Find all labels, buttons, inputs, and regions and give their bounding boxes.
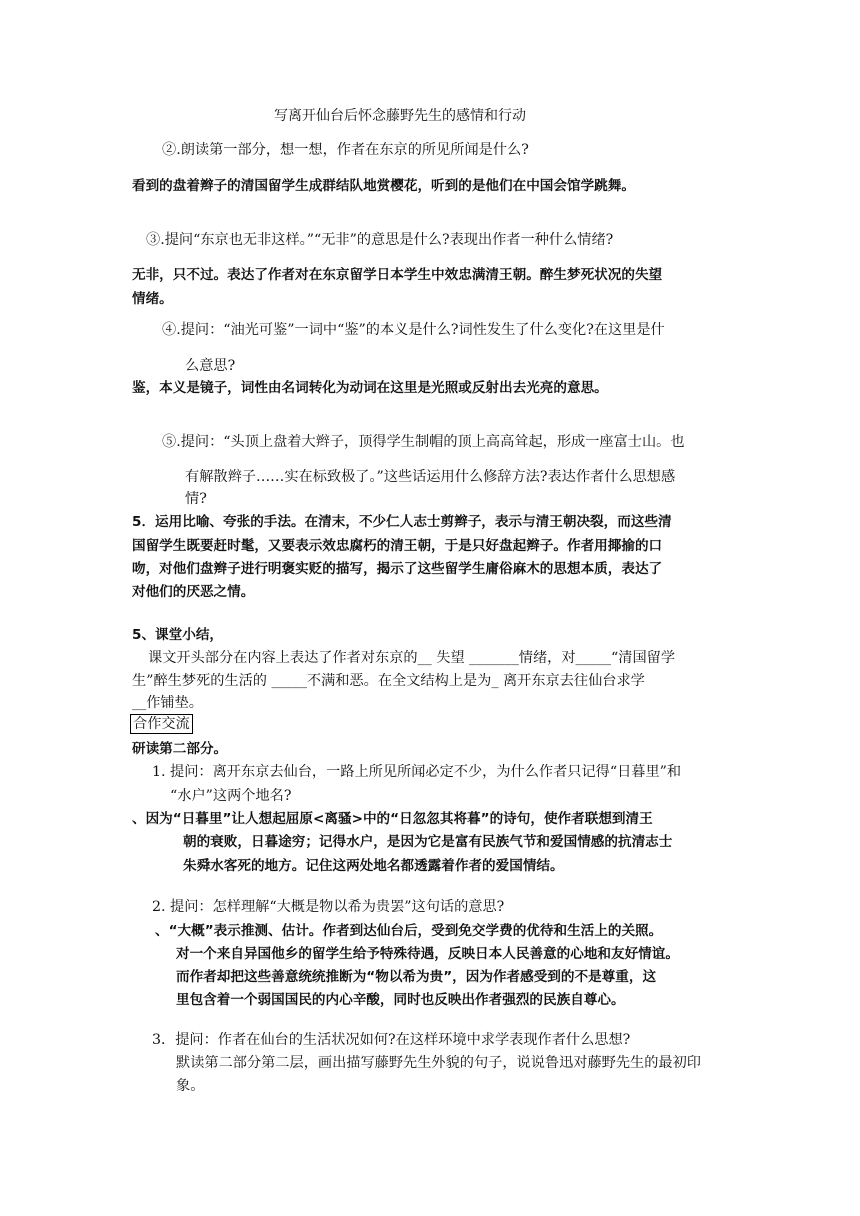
answer-2b-line-3: 而作者却把这些善意统统推断为“物以希为贵”，因为作者感受到的不是尊重，这 bbox=[176, 969, 657, 985]
doc-title: 写离开仙台后怀念藤野先生的感情和行动 bbox=[274, 108, 526, 124]
summary-line-1: 课文开头部分在内容上表达了作者对东京的__ 失望 _______情绪，对_____“清国留学 bbox=[148, 650, 676, 666]
question-5-line-2: 有解散辫子……实在标致极了。”这些话运用什么修辞方法?表达作者什么思想感 bbox=[185, 469, 676, 485]
summary-line-3: __作铺垫。 bbox=[132, 695, 203, 711]
question-3b: 3．提问：作者在仙台的生活状况如何?在这样环境中求学表现作者什么思想? bbox=[152, 1032, 631, 1048]
answer-5-line-2: 国留学生既要赶时髦，又要表示效忠腐朽的清王朝，于是只好盘起辫子。作者用揶揄的口 bbox=[132, 538, 663, 554]
question-3: ③.提问“东京也无非这样。”“无非”的意思是什么?表现出作者一种什么情绪? bbox=[146, 232, 614, 248]
cooperation-heading-box: 合作交流 bbox=[130, 714, 193, 734]
task-line-1: 默读第二部分第二层，画出描写藤野先生外貌的句子，说说鲁迅对藤野先生的最初印 bbox=[176, 1055, 701, 1071]
question-1-line-1: 1. 提问：离开东京去仙台，一路上所见所闻必定不少，为什么作者只记得“日暮里”和 bbox=[152, 764, 682, 780]
task-line-2: 象。 bbox=[176, 1078, 205, 1094]
question-2: ②.朗读第一部分，想一想，作者在东京的所见所闻是什么? bbox=[162, 142, 529, 158]
summary-line-2: 生”醉生梦死的生活的 _____不满和恶。在全文结构上是为_ 离开东京去往仙台求学 bbox=[132, 673, 645, 689]
question-5-line-3: 情? bbox=[185, 491, 207, 507]
answer-5-line-4: 对他们的厌恶之情。 bbox=[132, 584, 255, 600]
answer-2b-line-1: 、“大概”表示推测、估计。作者到达仙台后，受到免交学费的优待和生活上的关照。 bbox=[155, 923, 663, 939]
answer-5-line-3: 吻，对他们盘辫子进行明褒实贬的描写，揭示了这些留学生庸俗麻木的思想本质，表达了 bbox=[132, 561, 663, 577]
answer-1-line-3: 朱舜水客死的地方。记住这两处地名都透露着作者的爱国情结。 bbox=[183, 858, 564, 874]
answer-4: 鉴，本义是镜子，词性由名词转化为动词在这里是光照或反射出去光亮的意思。 bbox=[132, 380, 608, 396]
answer-2b-line-2: 对一个来自异国他乡的留学生给予特殊待遇，反映日本人民善意的心地和友好情谊。 bbox=[176, 946, 679, 962]
section-summary-heading: 5、课堂小结， bbox=[132, 627, 224, 643]
answer-1-line-2: 朝的衰败，日暮途穷；记得水户，是因为它是富有民族气节和爱国情感的抗清志士 bbox=[183, 834, 673, 850]
answer-3-line-1: 无非，只不过。表达了作者对在东京留学日本学生中效忠满清王朝。醉生梦死状况的失望 bbox=[132, 267, 663, 283]
question-2b: 2. 提问：怎样理解“大概是物以希为贵罢”这句话的意思? bbox=[152, 899, 505, 915]
answer-2: 看到的盘着辫子的清国留学生成群结队地赏樱花，听到的是他们在中国会馆学跳舞。 bbox=[132, 178, 635, 194]
question-5-line-1: ⑤.提问：“头顶上盘着大辫子，顶得学生制帽的顶上高高耸起，形成一座富士山。也 bbox=[162, 434, 685, 450]
answer-5-line-1: 5．运用比喻、夸张的手法。在清末，不少仁人志士剪辫子，表示与清王朝决裂，而这些清 bbox=[132, 514, 672, 530]
question-1-line-2: “水户”这两个地名? bbox=[170, 788, 292, 804]
section-2-heading: 研读第二部分。 bbox=[132, 741, 228, 757]
answer-1-line-1: 、因为“日暮里”让人想起屈原<离骚>中的“日忽忽其将暮”的诗句，使作者联想到清王 bbox=[132, 811, 653, 827]
question-4-line-2: 么意思? bbox=[185, 358, 236, 374]
answer-2b-line-4: 里包含着一个弱国国民的内心辛酸，同时也反映出作者强烈的民族自尊心。 bbox=[176, 992, 625, 1008]
question-4-line-1: ④.提问：“油光可鉴”一词中“鉴”的本义是什么?词性发生了什么变化?在这里是什 bbox=[162, 322, 665, 338]
answer-3-line-2: 情绪。 bbox=[132, 291, 173, 307]
